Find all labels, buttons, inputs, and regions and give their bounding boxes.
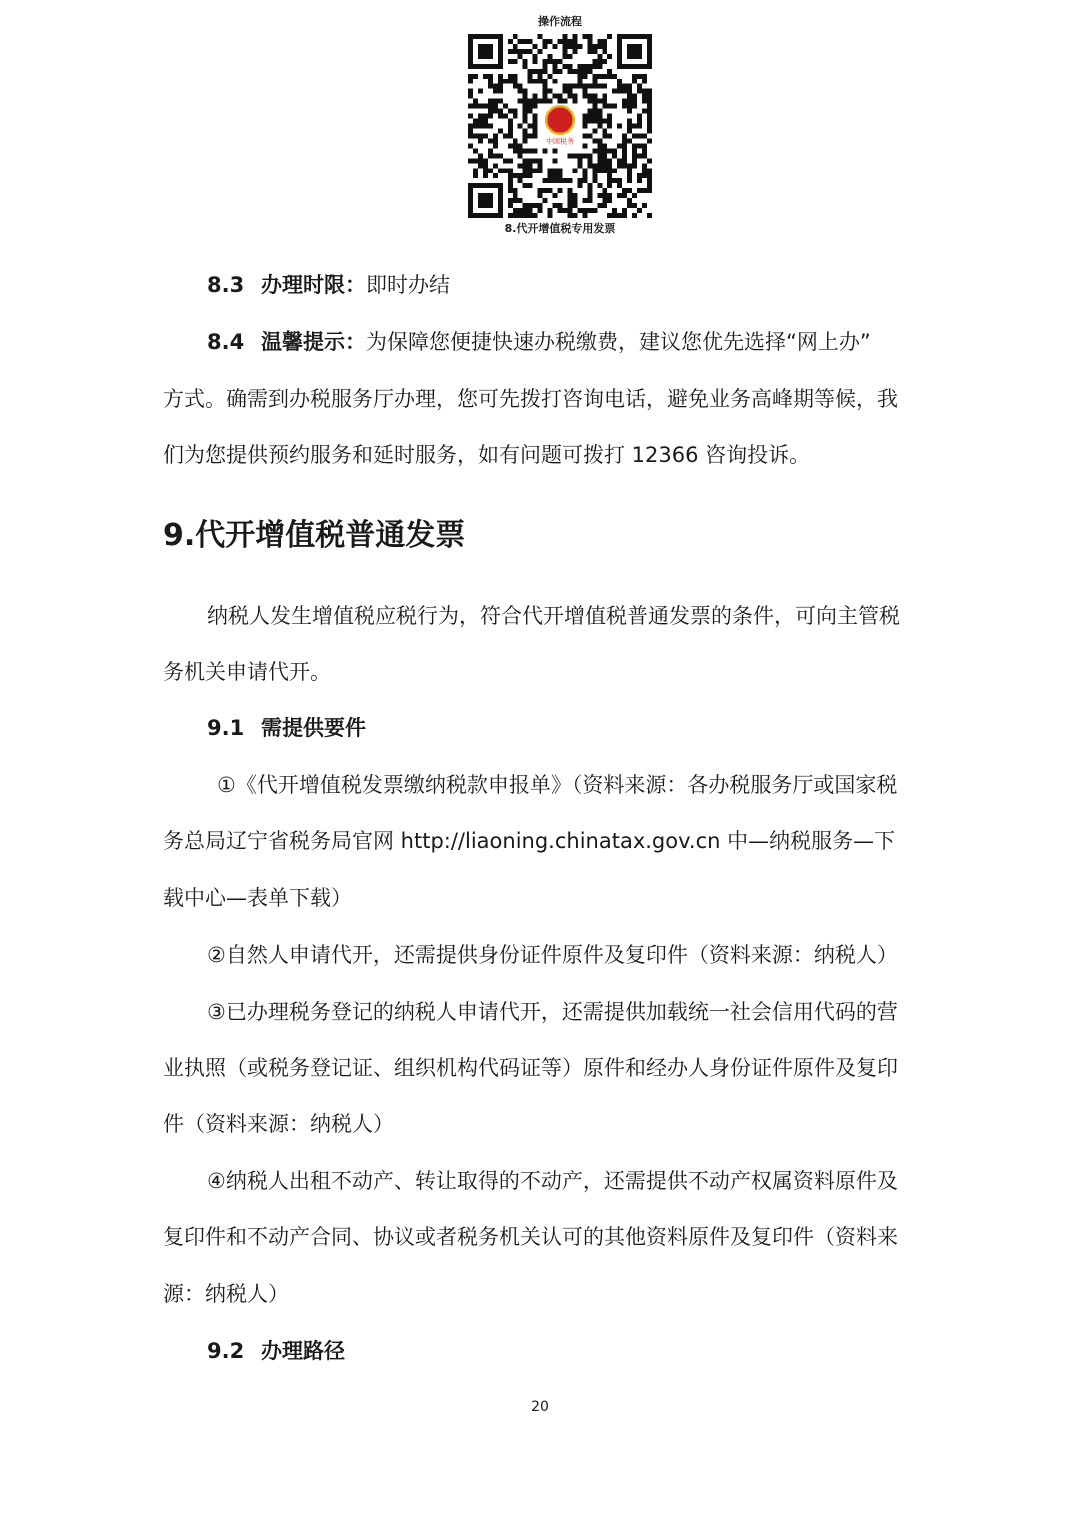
subsection-9-2 (207, 1336, 923, 1366)
subsection-number: 9.1 (207, 716, 245, 740)
paragraph-line: 方式。确需到办税服务厅办理，您可先拨打咨询电话，避免业务高峰期等候，我 (163, 387, 898, 411)
section-label: 办理时限： (261, 273, 366, 297)
list-item-line: 件（资料来源：纳税人） (163, 1112, 394, 1136)
list-item-line: 业执照（或税务登记证、组织机构代码证等）原件和经办人身份证件原件及复印 (163, 1056, 898, 1080)
list-item-line: 载中心—表单下载） (163, 886, 352, 910)
subsection-label: 需提供要件 (261, 716, 366, 740)
qr-caption: 8.代开增值税专用发票 (504, 222, 616, 235)
subsection-9-1 (207, 713, 923, 743)
subsection-number: 9.2 (207, 1339, 245, 1363)
section-heading: 9.代开增值税普通发票 (163, 518, 466, 553)
qr-code-image (468, 34, 652, 218)
section-number: 8.3 (207, 273, 245, 297)
qr-top-label: 操作流程 (538, 15, 582, 28)
qr-block (460, 14, 660, 236)
paragraph-line: 务机关申请代开。 (163, 660, 331, 684)
section-number: 8.4 (207, 330, 245, 354)
list-item-line: ③已办理税务登记的纳税人申请代开，还需提供加载统一社会信用代码的营 (207, 1000, 898, 1024)
page-number: 20 (531, 1399, 549, 1415)
paragraph-line: 为保障您便捷快速办税缴费，建议您优先选择“网上办” (366, 330, 871, 354)
section-text: 即时办结 (366, 273, 450, 297)
list-item-line: ①《代开增值税发票缴纳税款申报单》（资料来源：各办税服务厅或国家税 (217, 773, 898, 797)
paragraph-line: 纳税人发生增值税应税行为，符合代开增值税普通发票的条件，可向主管税 (207, 604, 900, 628)
qr-logo-text: 中国税务 (546, 137, 574, 146)
section-8-4 (207, 327, 923, 357)
section-8-3 (207, 270, 923, 300)
list-item-line: 务总局辽宁省税务局官网 http://liaoning.chinatax.gov.cn 中—纳税服务—下 (163, 829, 896, 853)
list-item-line: 源：纳税人） (163, 1282, 289, 1306)
paragraph-line: 们为您提供预约服务和延时服务，如有问题可拨打 12366 咨询投诉。 (163, 443, 811, 467)
subsection-label: 办理路径 (261, 1339, 345, 1363)
section-label: 温馨提示： (261, 330, 366, 354)
list-item-line: ②自然人申请代开，还需提供身份证件原件及复印件（资料来源：纳税人） (207, 943, 898, 967)
list-item-line: ④纳税人出租不动产、转让取得的不动产，还需提供不动产权属资料原件及 (207, 1169, 898, 1193)
list-item-line: 复印件和不动产合同、协议或者税务机关认可的其他资料原件及复印件（资料来 (163, 1225, 898, 1249)
tax-emblem-icon (546, 106, 574, 134)
